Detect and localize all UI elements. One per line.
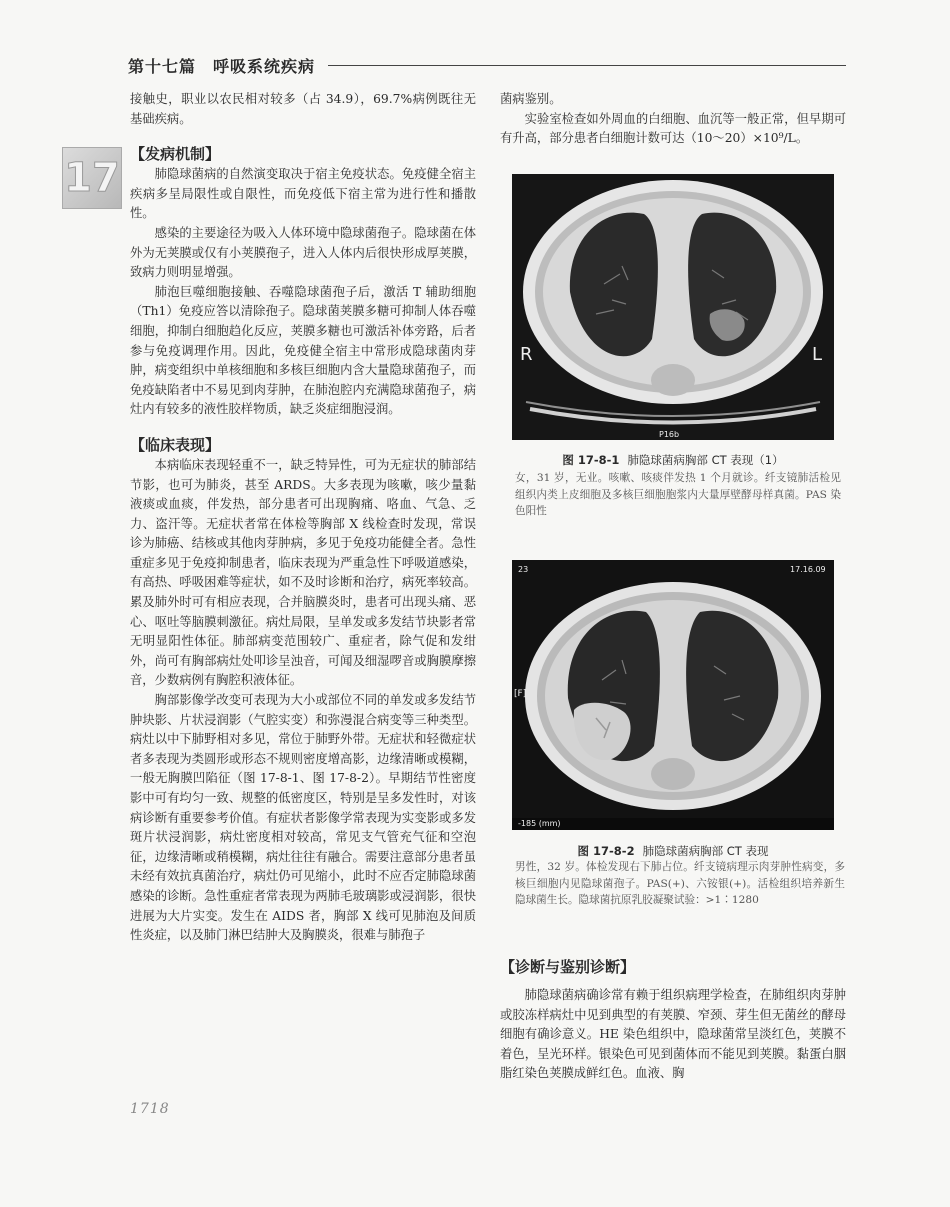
page-number: 1718 xyxy=(130,1101,170,1117)
ct-image-figure-1 xyxy=(512,174,834,440)
paragraph: 菌病鉴别。 xyxy=(500,92,562,106)
running-header xyxy=(128,54,846,76)
figure-1-number: 图 17-8-1 xyxy=(562,453,620,467)
section-heading-diagnosis: 【诊断与鉴别诊断】 xyxy=(500,958,636,976)
ct-label-l: L xyxy=(812,344,823,365)
ct-label-top-left: 23 xyxy=(518,565,529,574)
right-column-bottom xyxy=(500,956,846,1084)
paragraph: 实验室检查如外周血的白细胞、血沉等一般正常，但早期可有升高，部分患者白细胞计数可达（10～20）×10⁹/L。 xyxy=(500,111,846,146)
ct-image-figure-2 xyxy=(512,560,834,830)
figure-2-number: 图 17-8-2 xyxy=(577,844,635,858)
ct-label-top-right: 17.16.09 xyxy=(790,565,826,574)
paragraph: 本病临床表现轻重不一，缺乏特异性，可为无症状的肺部结节影，也可为肺炎，甚至 ARDS。大多表现为咳嗽，咳少量黏液痰或血痰，伴发热，部分患者可出现胸痛、咯血、气急、乏力、盗汗等。无症状者常在体检等胸部 X 线检查时发现，常误诊为肺癌、结核或其他肉芽肿病，多见于免疫功能健全者。急性重症多见于免疫抑制患者，临床表现为严重急性下呼吸道感染，有高热、呼吸困难等症状，如不及时诊断和治疗，病死率较高。累及肺外时可有相应表现，合并脑膜炎时，患者可出现头痛、恶心、呕吐等脑膜刺激征。病灶局限，呈单发或多发结节块影者常无明显阳性体征。肺部病变范围较广、重症者，除气促和发绀外，尚可有胸部病灶处叩诊呈浊音，可闻及细湿啰音或胸膜摩擦音，少数病例有胸腔积液体征。 xyxy=(130,457,476,688)
right-column-top xyxy=(500,90,846,149)
ct-label-r: R xyxy=(520,344,533,365)
figure-1-title: 肺隐球菌病胸部 CT 表现（1） xyxy=(627,453,784,467)
left-column xyxy=(130,90,476,946)
paragraph: 肺隐球菌病确诊常有赖于组织病理学检查，在肺组织肉芽肿或胶冻样病灶中见到典型的有荚膜、窄颈、芽生但无菌丝的酵母细胞有确诊意义。HE 染色组织中，隐球菌常呈淡红色，荚膜不着色，呈光环样。银染色可见到菌体而不能见到荚膜。黏蛋白胭脂红染色荚膜成鲜红色。血液、胸 xyxy=(500,988,846,1081)
ct-label-bottom: P16b xyxy=(659,430,680,439)
section-heading-clinical: 【临床表现】 xyxy=(130,435,221,454)
ct-label-side: [F] xyxy=(514,689,527,699)
figure-2-title: 肺隐球菌病胸部 CT 表现 xyxy=(642,844,769,858)
figure-1-note: 女，31 岁，无业。咳嗽、咳痰伴发热 1 个月就诊。纤支镜肺活检见组织内类上皮细胞及多核巨细胞胞浆内大量厚壁酵母样真菌。PAS 染色阳性 xyxy=(515,472,841,517)
header-title: 第十七篇 呼吸系统疾病 xyxy=(128,57,316,76)
figure-1-caption xyxy=(512,452,834,468)
section-heading-mechanism: 【发病机制】 xyxy=(130,145,221,164)
chapter-number: 17 xyxy=(64,155,120,201)
figure-2-note: 男性，32 岁。体检发现右下肺占位。纤支镜病理示肉芽肿性病变，多核巨细胞内见隐球菌孢子。PAS(+)、六铵银(+)。活检组织培养新生隐球菌生长。隐球菌抗原乳胶凝聚试验：>1∶1280 xyxy=(515,861,845,906)
header-rule xyxy=(328,65,846,66)
figure-2-caption xyxy=(512,843,834,859)
paragraph: 接触史，职业以农民相对较多（占 34.9），69.7%病例既往无基础疾病。 xyxy=(130,92,476,126)
paragraph: 感染的主要途径为吸入人体环境中隐球菌孢子。隐球菌在体外为无荚膜或仅有小荚膜孢子，进入人体内后很快形成厚荚膜，致病力则明显增强。 xyxy=(130,225,476,280)
paragraph: 胸部影像学改变可表现为大小或部位不同的单发或多发结节肿块影、片状浸润影（气腔实变）和弥漫混合病变等三种类型。病灶以中下肺野相对多见，常位于肺野外带。无症状和轻微症状者多表现为类圆形或形态不规则密度增高影，边缘清晰或模糊，一般无胸膜凹陷征（图 17-8-1、图 17-8-2）。早期结节性密度影中可有均匀一致、规整的低密度区，特别是呈多发性时，对该病诊断有重要参考价值。有症状者影像学常表现为实变影或多发斑片状浸润影，病灶密度相对较高，常见支气管充气征和空泡征，边缘清晰或稍模糊，病灶往往有融合。需要注意部分患者虽未经有效抗真菌治疗，病灶仍可见缩小，此时不应否定肺隐球菌感染的诊断。急性重症者常表现为两肺毛玻璃影或浸润影，很快进展为大片实变。发生在 AIDS 者，胸部 X 线可见肺泡及间质性炎症，以及肺门淋巴结肿大及胸膜炎，很难与肺孢子 xyxy=(130,693,476,943)
ct-label-bottom: -185 (mm) xyxy=(518,819,561,828)
chapter-badge xyxy=(62,147,122,209)
paragraph: 肺泡巨噬细胞接触、吞噬隐球菌孢子后，激活 T 辅助细胞（Th1）免疫应答以清除孢子。隐球菌荚膜多糖可抑制人体吞噬细胞，抑制白细胞趋化反应，荚膜多糖也可激活补体旁路，后者参与免疫调理作用。因此，免疫健全宿主中常形成隐球菌肉芽肿，病变组织中单核细胞和多核巨细胞内含大量隐球菌孢子，而免疫缺陷者中不易见到肉芽肿，在肺泡腔内充满隐球菌孢子，病灶内有较多的液性胶样物质，缺乏炎症细胞浸润。 xyxy=(130,284,476,417)
paragraph: 肺隐球菌病的自然演变取决于宿主免疫状态。免疫健全宿主疾病多呈局限性或自限性，而免疫低下宿主常为进行性和播散性。 xyxy=(130,167,476,221)
